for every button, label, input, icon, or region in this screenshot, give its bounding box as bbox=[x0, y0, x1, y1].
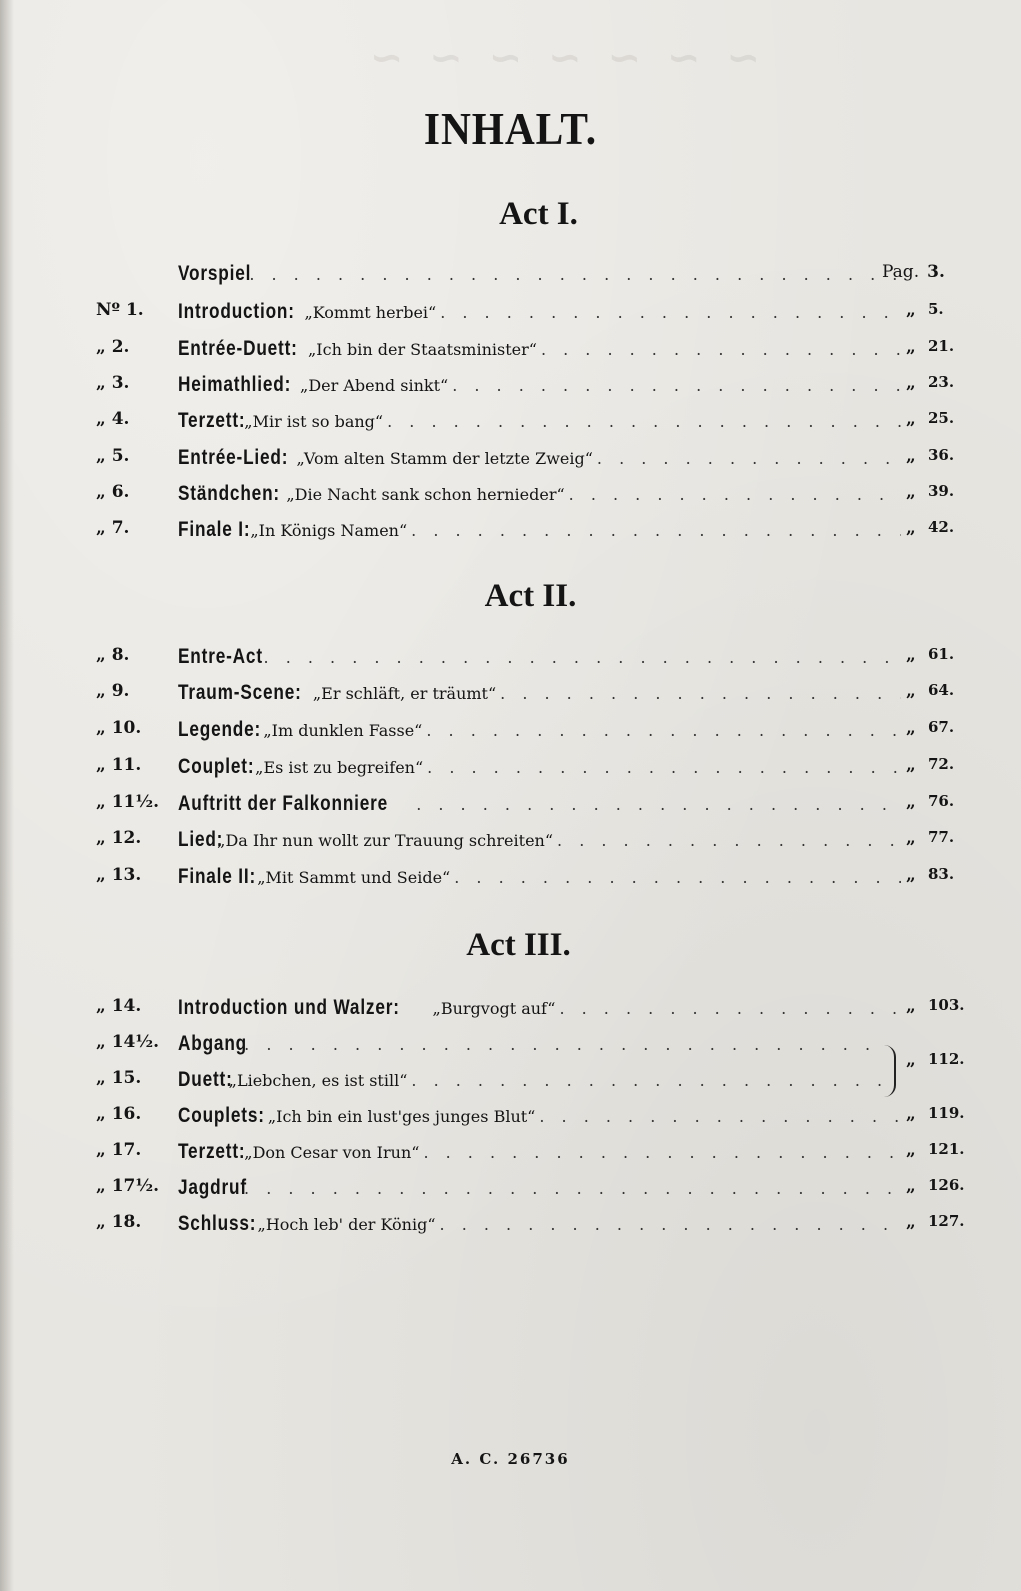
page-title: INHALT. bbox=[423, 103, 598, 154]
toc-entry-title: Couplet: bbox=[178, 755, 255, 778]
toc-entry-title: Schluss: bbox=[178, 1212, 257, 1235]
dot-leader bbox=[249, 265, 901, 284]
toc-entry-text bbox=[178, 718, 901, 742]
toc-entry-number: „ 2. bbox=[96, 337, 130, 357]
dot-leader bbox=[426, 721, 901, 740]
page-number: 25. bbox=[928, 409, 955, 427]
page-number: 61. bbox=[928, 645, 955, 663]
dot-leader bbox=[244, 1035, 881, 1054]
toc-entry-number: „ 16. bbox=[96, 1104, 142, 1124]
toc-entry-number: „ 17½. bbox=[96, 1176, 160, 1196]
toc-entry-text bbox=[178, 828, 901, 852]
dot-leader bbox=[454, 868, 901, 887]
toc-entry bbox=[0, 1212, 1021, 1242]
toc-entry bbox=[0, 1176, 1021, 1206]
toc-entry bbox=[0, 996, 1021, 1026]
toc-entry-title: Entrée-Duett: bbox=[178, 337, 298, 360]
ditto-mark: „ bbox=[906, 1050, 916, 1070]
toc-entry-number: „ 14½. bbox=[96, 1032, 160, 1052]
toc-entry-number: „ 14. bbox=[96, 996, 142, 1016]
toc-entry bbox=[0, 645, 1021, 675]
ditto-mark: „ bbox=[906, 300, 916, 320]
page-number: 72. bbox=[928, 755, 955, 773]
toc-entry-text bbox=[178, 518, 901, 542]
page-number: 39. bbox=[928, 482, 955, 500]
act-heading-2: Act II. bbox=[484, 578, 577, 614]
toc-entry-subtitle: „Ich bin ein lust'ges junges Blut“ bbox=[267, 1107, 536, 1126]
toc-entry-subtitle: „Da Ihr nun wollt zur Trauung schreiten“ bbox=[217, 831, 554, 850]
page-number: 119. bbox=[928, 1104, 965, 1122]
dot-leader bbox=[387, 412, 901, 431]
toc-entry bbox=[0, 1050, 1021, 1098]
page-number: 83. bbox=[928, 865, 955, 883]
toc-entry-number: Nº 1. bbox=[96, 300, 144, 320]
toc-entry bbox=[0, 681, 1021, 711]
ditto-mark: „ bbox=[906, 337, 916, 357]
toc-entry-text bbox=[178, 446, 901, 470]
toc-entry-title: Couplets: bbox=[178, 1104, 265, 1127]
toc-entry bbox=[0, 792, 1021, 822]
page-number: 126. bbox=[928, 1176, 965, 1194]
act-heading-1: Act I. bbox=[499, 196, 578, 232]
toc-entry bbox=[0, 1140, 1021, 1170]
toc-entry-subtitle: „Vom alten Stamm der letzte Zweig“ bbox=[296, 449, 593, 468]
ditto-mark: „ bbox=[906, 792, 916, 812]
toc-entry bbox=[0, 718, 1021, 748]
page-number: 77. bbox=[928, 828, 955, 846]
toc-entry-subtitle: „Mir ist so bang“ bbox=[244, 412, 384, 431]
toc-entry bbox=[0, 828, 1021, 858]
page-number: 21. bbox=[928, 337, 955, 355]
toc-entry-title: Jagdruf bbox=[178, 1176, 247, 1199]
dot-leader bbox=[541, 340, 901, 359]
page-number: 3. bbox=[927, 262, 945, 282]
toc-entry-text bbox=[178, 1068, 881, 1092]
page-number: 36. bbox=[928, 446, 955, 464]
toc-entry-subtitle: „Hoch leb' der König“ bbox=[257, 1215, 436, 1234]
toc-entry-number: „ 3. bbox=[96, 373, 130, 393]
dot-leader bbox=[539, 1107, 901, 1126]
toc-entry bbox=[0, 446, 1021, 476]
toc-entry-title: Lied: bbox=[178, 828, 224, 851]
ditto-mark: „ bbox=[906, 645, 916, 665]
toc-entry bbox=[0, 865, 1021, 895]
toc-entry-subtitle: „In Königs Namen“ bbox=[250, 521, 408, 540]
toc-entry-number: „ 8. bbox=[96, 645, 130, 665]
dot-leader bbox=[416, 795, 901, 814]
ditto-mark: „ bbox=[906, 718, 916, 738]
toc-entry-text bbox=[178, 482, 901, 506]
dot-leader bbox=[423, 1143, 901, 1162]
toc-entry bbox=[0, 1032, 1021, 1062]
toc-entry bbox=[0, 262, 1021, 292]
dot-leader bbox=[440, 303, 901, 322]
toc-entry-text bbox=[178, 262, 901, 286]
toc-entry bbox=[0, 1104, 1021, 1134]
toc-entry-text bbox=[178, 1176, 901, 1200]
page-number: 76. bbox=[928, 792, 955, 810]
toc-entry-number: „ 18. bbox=[96, 1212, 142, 1232]
toc-entry-title: Heimathlied: bbox=[178, 373, 292, 396]
toc-entry-number: „ 9. bbox=[96, 681, 130, 701]
toc-entry-subtitle: „Die Nacht sank schon hernieder“ bbox=[286, 485, 565, 504]
toc-entry-title: Terzett: bbox=[178, 1140, 246, 1163]
toc-entry-text bbox=[178, 300, 901, 324]
toc-entry-text bbox=[178, 1140, 901, 1164]
toc-entry-title: Terzett: bbox=[178, 409, 246, 432]
toc-entry-number: „ 15. bbox=[96, 1068, 142, 1088]
page-number: 42. bbox=[928, 518, 955, 536]
ditto-mark: „ bbox=[906, 1140, 916, 1160]
ditto-mark: „ bbox=[906, 828, 916, 848]
dot-leader bbox=[411, 1071, 881, 1090]
toc-entry-text bbox=[178, 681, 901, 705]
toc-entry-subtitle: „Don Cesar von Irun“ bbox=[244, 1143, 420, 1162]
toc-entry-text bbox=[178, 1104, 901, 1128]
toc-entry-title: Finale I: bbox=[178, 518, 251, 541]
toc-entry-text bbox=[178, 1032, 881, 1056]
ditto-mark: „ bbox=[906, 681, 916, 701]
ditto-mark: „ bbox=[906, 482, 916, 502]
toc-entry-title: Introduction: bbox=[178, 300, 295, 323]
page-number: 67. bbox=[928, 718, 955, 736]
toc-entry-text bbox=[178, 865, 901, 889]
toc-entry-text bbox=[178, 337, 901, 361]
toc-entry-text bbox=[178, 1212, 901, 1236]
page-number: 23. bbox=[928, 373, 955, 391]
toc-entry-title: Vorspiel bbox=[178, 262, 252, 285]
toc-entry-text bbox=[178, 792, 901, 816]
page-number: 127. bbox=[928, 1212, 965, 1230]
page-ref-label bbox=[882, 262, 982, 282]
toc-entry-subtitle: „Liebchen, es ist still“ bbox=[228, 1071, 408, 1090]
toc-entry-subtitle: „Es ist zu begreifen“ bbox=[255, 758, 424, 777]
ditto-mark: „ bbox=[906, 518, 916, 538]
toc-entry bbox=[0, 373, 1021, 403]
toc-entry-number: „ 7. bbox=[96, 518, 130, 538]
ditto-mark: „ bbox=[906, 446, 916, 466]
toc-entry-title: Ständchen: bbox=[178, 482, 280, 505]
toc-entry-number: „ 11½. bbox=[96, 792, 160, 812]
dot-leader bbox=[557, 831, 901, 850]
dot-leader bbox=[597, 449, 901, 468]
toc-entry-text bbox=[178, 755, 901, 779]
page-number: 103. bbox=[928, 996, 965, 1014]
toc-entry-subtitle: „Kommt herbei“ bbox=[304, 303, 437, 322]
dot-leader bbox=[440, 1215, 901, 1234]
toc-entry-text bbox=[178, 645, 901, 669]
toc-entry-number: „ 6. bbox=[96, 482, 130, 502]
toc-entry bbox=[0, 409, 1021, 439]
page-prefix: Pag. bbox=[882, 262, 920, 282]
toc-entry-title: Abgang bbox=[178, 1032, 248, 1055]
dot-leader bbox=[452, 376, 901, 395]
act-heading-3: Act III. bbox=[466, 927, 571, 963]
dot-leader bbox=[559, 999, 901, 1018]
toc-entry-number: „ 11. bbox=[96, 755, 142, 775]
toc-entry bbox=[0, 300, 1021, 330]
toc-entry-title: Traum-Scene: bbox=[178, 681, 302, 704]
dot-leader bbox=[427, 758, 901, 777]
page-brace bbox=[880, 1045, 896, 1097]
toc-entry-number: „ 4. bbox=[96, 409, 130, 429]
toc-entry-subtitle: „Im dunklen Fasse“ bbox=[263, 721, 423, 740]
plate-number: A. C. 26736 bbox=[451, 1450, 570, 1468]
toc-entry-title: Entrée-Lied: bbox=[178, 446, 289, 469]
toc-entry bbox=[0, 755, 1021, 785]
bleed-through-glyphs: ~ ~ ~ ~ ~ ~ ~ bbox=[363, 35, 760, 81]
ditto-mark: „ bbox=[906, 996, 916, 1016]
dot-leader bbox=[264, 648, 901, 667]
dot-leader bbox=[500, 684, 901, 703]
toc-entry-title: Legende: bbox=[178, 718, 262, 741]
ditto-mark: „ bbox=[906, 865, 916, 885]
toc-entry-subtitle: „Mit Sammt und Seide“ bbox=[257, 868, 451, 887]
ditto-mark: „ bbox=[906, 373, 916, 393]
toc-entry-subtitle: „Der Abend sinkt“ bbox=[300, 376, 449, 395]
toc-entry-text bbox=[178, 996, 901, 1020]
toc-entry bbox=[0, 482, 1021, 512]
page-number: 112. bbox=[928, 1050, 965, 1068]
toc-entry-title: Duett: bbox=[178, 1068, 233, 1091]
page-number: 121. bbox=[928, 1140, 965, 1158]
toc-entry-title: Auftritt der Falkonniere bbox=[178, 792, 389, 815]
toc-entry-number: „ 13. bbox=[96, 865, 142, 885]
page-number: 64. bbox=[928, 681, 955, 699]
ditto-mark: „ bbox=[906, 1176, 916, 1196]
dot-leader bbox=[569, 485, 901, 504]
toc-entry-subtitle: „Er schläft, er träumt“ bbox=[312, 684, 497, 703]
toc-entry-title: Introduction und Walzer: bbox=[178, 996, 400, 1019]
toc-entry-number: „ 17. bbox=[96, 1140, 142, 1160]
toc-entry-title: Finale II: bbox=[178, 865, 257, 888]
toc-entry-number: „ 10. bbox=[96, 718, 142, 738]
toc-entry-title: Entre-Act bbox=[178, 645, 263, 668]
toc-entry-text bbox=[178, 373, 901, 397]
dot-leader bbox=[411, 521, 901, 540]
bleed-through-text bbox=[40, 35, 760, 115]
ditto-mark: „ bbox=[906, 1104, 916, 1124]
ditto-mark: „ bbox=[906, 1212, 916, 1232]
ditto-mark: „ bbox=[906, 755, 916, 775]
toc-entry-number: „ 12. bbox=[96, 828, 142, 848]
toc-entry-subtitle: „Ich bin der Staatsminister“ bbox=[308, 340, 537, 359]
page-number: 5. bbox=[928, 300, 944, 318]
toc-entry-text bbox=[178, 409, 901, 433]
toc-entry-subtitle: „Burgvogt auf“ bbox=[432, 999, 556, 1018]
dot-leader bbox=[244, 1179, 901, 1198]
ditto-mark: „ bbox=[906, 409, 916, 429]
toc-entry-number: „ 5. bbox=[96, 446, 130, 466]
toc-entry bbox=[0, 337, 1021, 367]
toc-entry bbox=[0, 518, 1021, 548]
